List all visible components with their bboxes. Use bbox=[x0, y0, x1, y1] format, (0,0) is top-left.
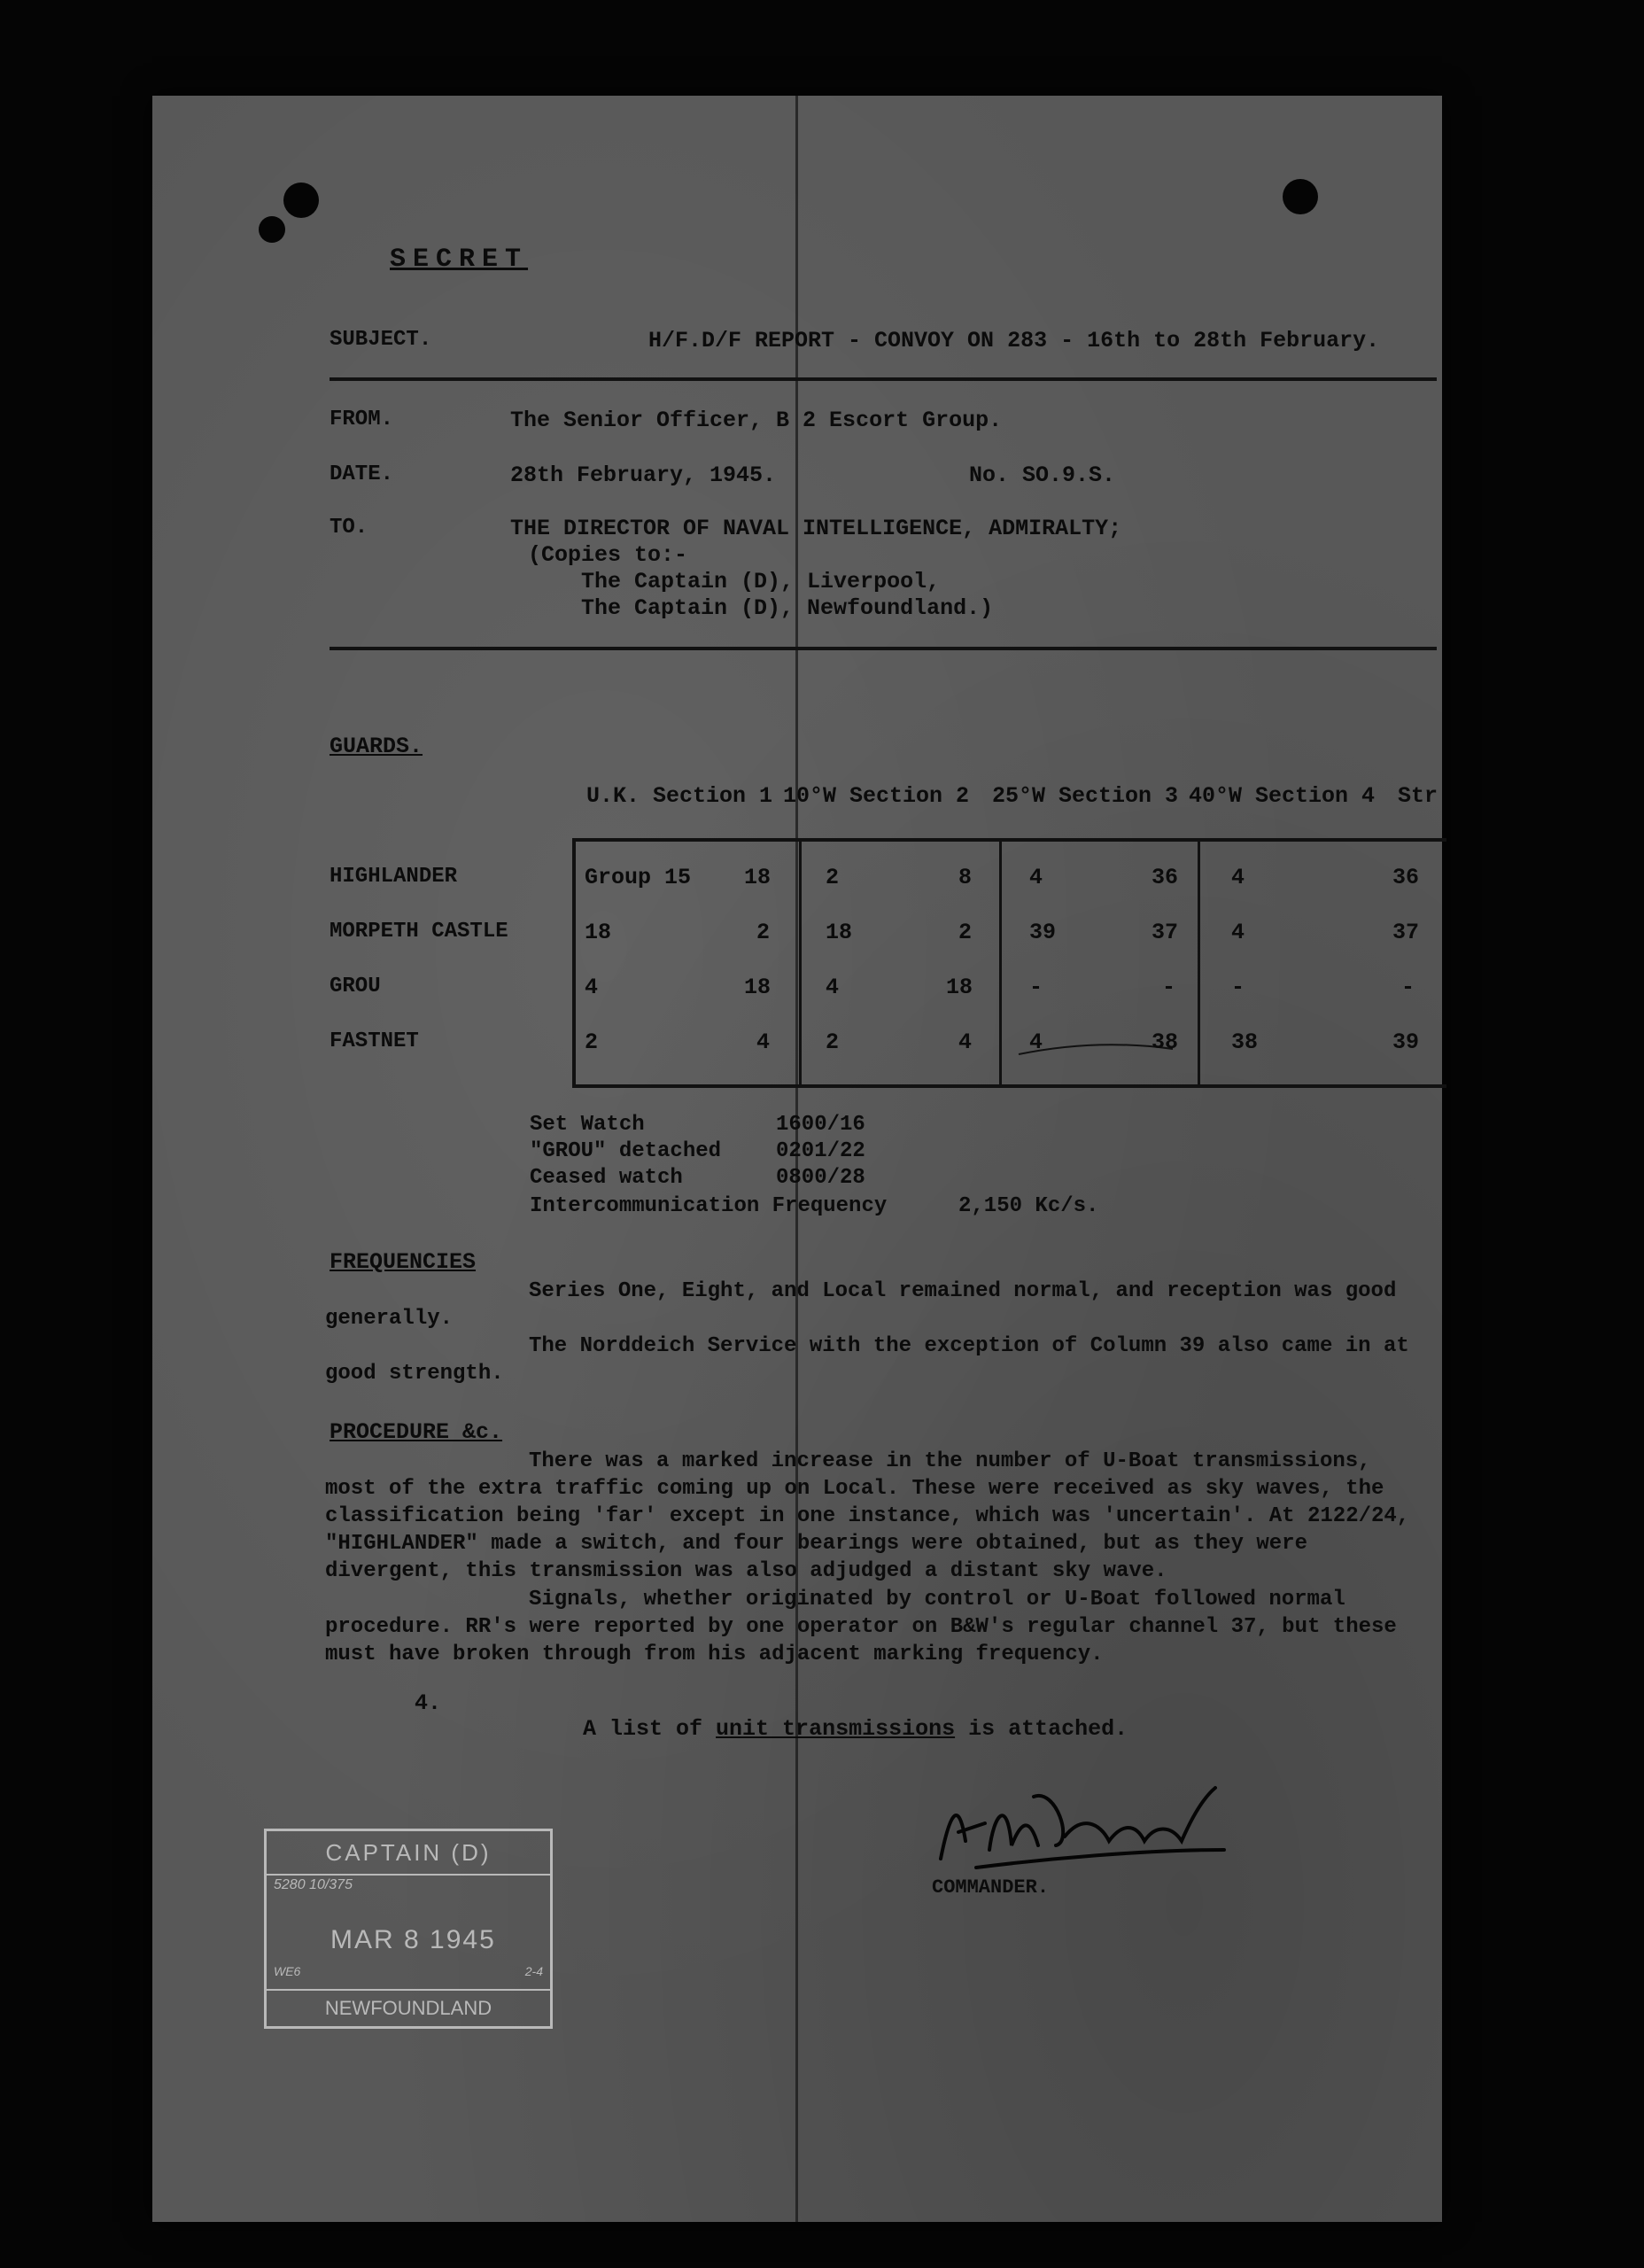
frequencies-heading: FREQUENCIES bbox=[330, 1249, 477, 1275]
section-header-2: 10°W Section 2 bbox=[783, 783, 970, 809]
punch-hole-right bbox=[1283, 179, 1318, 214]
guard-cell: 39 bbox=[1029, 920, 1057, 945]
ship-name: MORPETH CASTLE bbox=[330, 920, 508, 944]
to-line-4: The Captain (D), Newfoundland.) bbox=[528, 595, 994, 621]
section-header-3: 25°W Section 3 bbox=[992, 783, 1179, 809]
guard-cell: 38 bbox=[1152, 1029, 1179, 1055]
stamp-footer: NEWFOUNDLAND bbox=[267, 1989, 550, 2026]
table-column-divider-1 bbox=[799, 842, 802, 1084]
watch-value: 0800/28 bbox=[776, 1166, 865, 1190]
frequencies-paragraph-1: Series One, Eight, and Local remained normal, and reception was good generally. bbox=[325, 1279, 1397, 1331]
procedure-paragraph-1: There was a marked increase in the number of U-Boat transmissions, most of the extra traffic coming up on Local. These were received as sky waves, the classification being 'far' except in one instance, which was 'uncertain'. At 2122/24, "HIGHLANDER" made a switch, and four bearings were obtained, but as they were divergent, this transmission was also adjudged a distant sky wave. bbox=[325, 1449, 1410, 1583]
guard-cell: - bbox=[1231, 975, 1245, 1000]
guard-cell: 18 bbox=[744, 865, 772, 890]
guards-heading: GUARDS. bbox=[330, 734, 423, 759]
received-stamp bbox=[264, 1829, 553, 2029]
guard-cell: 18 bbox=[744, 975, 772, 1000]
document-sheet bbox=[152, 96, 1442, 2222]
classification-heading: SECRET bbox=[390, 245, 529, 275]
item-4-number: 4. bbox=[415, 1690, 442, 1716]
guard-cell: 2 bbox=[826, 865, 840, 890]
stamp-date: MAR 8 1945 bbox=[330, 1925, 496, 1954]
guard-cell: 36 bbox=[1152, 865, 1179, 890]
guard-cell: 4 bbox=[1029, 1029, 1043, 1055]
from-label: FROM. bbox=[330, 408, 394, 431]
guard-cell: 2 bbox=[585, 1029, 599, 1055]
divider-top bbox=[330, 377, 1437, 381]
guard-cell: 4 bbox=[585, 975, 599, 1000]
guard-cell: 18 bbox=[585, 920, 612, 945]
item-4-text-after: is attached. bbox=[955, 1716, 1128, 1742]
guard-cell: 38 bbox=[1231, 1029, 1259, 1055]
to-line-3: The Captain (D), Liverpool, bbox=[528, 569, 941, 594]
watch-label: Ceased watch bbox=[530, 1166, 683, 1190]
date-value: 28th February, 1945. bbox=[510, 462, 777, 488]
stamp-title: CAPTAIN (D) bbox=[267, 1831, 550, 1876]
watch-label: Intercommunication Frequency bbox=[530, 1194, 888, 1218]
guard-cell: - bbox=[1029, 975, 1043, 1000]
stamp-note-right: 2-4 bbox=[524, 1964, 543, 1978]
guard-cell: 4 bbox=[1029, 865, 1043, 890]
procedure-heading: PROCEDURE &c. bbox=[330, 1419, 503, 1445]
guard-cell: 18 bbox=[826, 920, 853, 945]
stamp-note-left: WE6 bbox=[274, 1964, 301, 1978]
procedure-paragraph-2: Signals, whether originated by control or U-Boat followed normal procedure. RR's were reported by one operator on B&W's regular channel 37, but these must have broken through from his adjacent marking frequency. bbox=[325, 1588, 1397, 1666]
watch-label: "GROU" detached bbox=[530, 1139, 722, 1163]
item-4-text-before: A list of bbox=[583, 1716, 717, 1742]
handwritten-signature bbox=[923, 1761, 1242, 1876]
item-4-line bbox=[530, 1690, 1128, 1767]
ship-name: FASTNET bbox=[330, 1029, 419, 1053]
punch-hole-left bbox=[283, 183, 319, 218]
watch-value: 0201/22 bbox=[776, 1139, 865, 1163]
subject-value: H/F.D/F REPORT - CONVOY ON 283 - 16th to 28th February. bbox=[648, 328, 1380, 353]
section-header-5: Str bbox=[1398, 783, 1438, 809]
section-header-4: 40°W Section 4 bbox=[1189, 783, 1376, 809]
guard-cell: 2 bbox=[756, 920, 771, 945]
guard-cell: 2 bbox=[826, 1029, 840, 1055]
guard-cell: - bbox=[1401, 975, 1415, 1000]
guard-cell: 8 bbox=[958, 865, 973, 890]
watch-label: Set Watch bbox=[530, 1113, 645, 1137]
guard-cell: 4 bbox=[958, 1029, 973, 1055]
guard-cell: 37 bbox=[1152, 920, 1179, 945]
to-line-2: (Copies to:- bbox=[528, 542, 688, 568]
guard-cell: 18 bbox=[946, 975, 973, 1000]
ship-name: HIGHLANDER bbox=[330, 865, 458, 889]
item-4-underlined: unit transmissions bbox=[716, 1716, 956, 1742]
watch-value: 1600/16 bbox=[776, 1113, 865, 1137]
guard-cell: 39 bbox=[1392, 1029, 1420, 1055]
guards-table bbox=[572, 838, 1446, 1088]
guard-cell: 2 bbox=[958, 920, 973, 945]
reference-number: No. SO.9.S. bbox=[969, 462, 1116, 488]
guard-cell: 4 bbox=[826, 975, 840, 1000]
guard-cell: Group 15 bbox=[585, 865, 692, 890]
punch-hole-left-2 bbox=[259, 216, 285, 243]
guard-cell: 4 bbox=[1231, 920, 1245, 945]
from-value: The Senior Officer, B 2 Escort Group. bbox=[510, 408, 1003, 433]
stamp-reference: 5280 10/375 bbox=[274, 1877, 353, 1892]
guard-cell: 36 bbox=[1392, 865, 1420, 890]
section-header-1: U.K. Section 1 bbox=[586, 783, 773, 809]
date-label: DATE. bbox=[330, 462, 394, 486]
guard-cell: 4 bbox=[1231, 865, 1245, 890]
to-label: TO. bbox=[330, 516, 368, 540]
divider-middle bbox=[330, 647, 1437, 650]
table-column-divider-3 bbox=[1198, 842, 1200, 1084]
guard-cell: - bbox=[1162, 975, 1176, 1000]
ship-name: GROU bbox=[330, 975, 381, 998]
table-column-divider-2 bbox=[999, 842, 1002, 1084]
subject-label: SUBJECT. bbox=[330, 328, 432, 352]
watch-value: 2,150 Kc/s. bbox=[958, 1194, 1099, 1218]
guard-cell: 37 bbox=[1392, 920, 1420, 945]
guard-cell: 4 bbox=[756, 1029, 771, 1055]
to-line-1: THE DIRECTOR OF NAVAL INTELLIGENCE, ADMIRALTY; bbox=[510, 516, 1122, 541]
frequencies-paragraph-2: The Norddeich Service with the exception of Column 39 also came in at good strength. bbox=[325, 1334, 1409, 1386]
signatory-title: COMMANDER. bbox=[932, 1876, 1050, 1899]
